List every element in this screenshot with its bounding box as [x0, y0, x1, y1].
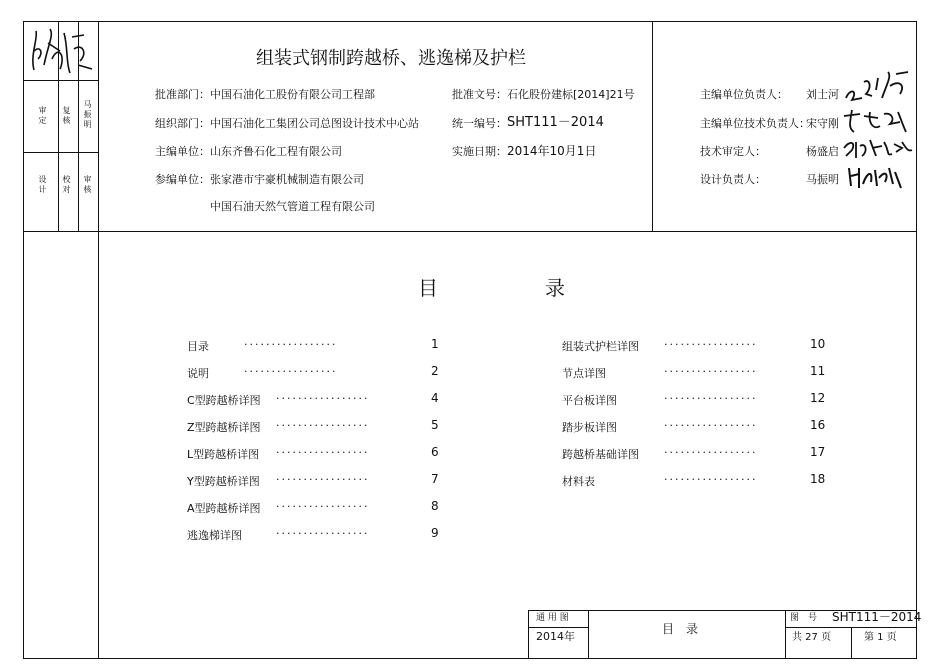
side-strip-hline-3 [23, 231, 98, 232]
approval-doc-value: 石化股份建标[2014]21号 [507, 88, 635, 101]
signature-chief-leader [842, 68, 914, 108]
toc-leader-dots: ················· [664, 473, 758, 486]
sheet-title: 目 录 [662, 622, 699, 636]
year-value: 2014年 [536, 630, 575, 643]
toc-item-page[interactable]: 5 [431, 418, 439, 432]
applicable-label: 通 用 图 [536, 613, 569, 623]
title-block-mid-line-left [528, 627, 588, 628]
toc-item-page[interactable]: 17 [810, 445, 826, 459]
toc-item-label[interactable]: 组装式护栏详图 [562, 340, 639, 353]
toc-item-page[interactable]: 10 [810, 337, 826, 351]
toc-item-page[interactable]: 18 [810, 472, 826, 486]
chief-unit-value: 山东齐鲁石化工程有限公司 [210, 145, 342, 158]
toc-leader-dots: ················· [244, 365, 338, 378]
signature-tech-leader [840, 106, 910, 136]
toc-item-label[interactable]: C型跨越桥详图 [187, 394, 261, 407]
page-number: 第 1 页 [864, 632, 897, 643]
toc-leader-dots: ················· [244, 338, 338, 351]
toc-item-page[interactable]: 6 [431, 445, 439, 459]
toc-title-right: 录 [545, 276, 565, 300]
toc-item-page[interactable]: 9 [431, 526, 439, 540]
page-title: 组装式钢制跨越桥、逃逸梯及护栏 [256, 48, 526, 69]
title-block-divider-1 [528, 610, 529, 659]
toc-leader-dots: ················· [276, 419, 370, 432]
toc-item-page[interactable]: 8 [431, 499, 439, 513]
toc-leader-dots: ················· [276, 527, 370, 540]
toc-leader-dots: ················· [276, 473, 370, 486]
side-label-review: 审定 [38, 106, 47, 126]
participating-unit-value-2: 中国石油天然气管道工程有限公司 [210, 200, 375, 213]
toc-leader-dots: ················· [664, 446, 758, 459]
toc-item-label[interactable]: Z型跨越桥详图 [187, 421, 261, 434]
side-label-name: 马振明 [83, 100, 92, 130]
participating-unit-label: 参编单位： [155, 173, 210, 186]
design-leader-label: 设计负责人： [700, 173, 766, 186]
toc-item-label[interactable]: 逃逸梯详图 [187, 529, 242, 542]
toc-item-label[interactable]: 平台板详图 [562, 394, 617, 407]
signature-design-leader [845, 162, 905, 192]
title-block-divider-2 [588, 610, 589, 659]
effective-date-value: 2014年10月1日 [507, 144, 597, 158]
toc-leader-dots: ················· [664, 419, 758, 432]
toc-item-label[interactable]: 目录 [187, 340, 209, 353]
toc-item-label[interactable]: L型跨越桥详图 [187, 448, 260, 461]
side-label-audit: 审核 [83, 175, 92, 195]
toc-item-page[interactable]: 2 [431, 364, 439, 378]
toc-item-label[interactable]: A型跨越桥详图 [187, 502, 261, 515]
toc-item-label[interactable]: Y型跨越桥详图 [187, 475, 260, 488]
toc-item-page[interactable]: 16 [810, 418, 826, 432]
toc-leader-dots: ················· [664, 392, 758, 405]
header-right-divider [652, 21, 653, 231]
toc-item-label[interactable]: 材料表 [562, 475, 595, 488]
header-bottom-line [98, 231, 917, 232]
approval-dept-value: 中国石油化工股份有限公司工程部 [210, 88, 375, 101]
side-strip-hline-1 [23, 80, 98, 81]
toc-item-page[interactable]: 12 [810, 391, 826, 405]
organizing-dept-label: 组织部门： [155, 117, 210, 130]
participating-unit-value-1: 张家港市宇豪机械制造有限公司 [210, 173, 364, 186]
toc-leader-dots: ················· [664, 338, 758, 351]
tech-leader-label: 主编单位技术负责人： [700, 117, 810, 130]
toc-item-page[interactable]: 7 [431, 472, 439, 486]
chief-unit-label: 主编单位： [155, 145, 210, 158]
approval-dept-label: 批准部门： [155, 88, 210, 101]
side-label-proofread: 校对 [62, 175, 71, 195]
tech-reviewer-label: 技术审定人： [700, 145, 766, 158]
toc-item-page[interactable]: 4 [431, 391, 439, 405]
toc-item-page[interactable]: 1 [431, 337, 439, 351]
signature-tech-reviewer [842, 134, 914, 162]
toc-item-label[interactable]: 踏步板详图 [562, 421, 617, 434]
figure-no-label: 图 号 [790, 613, 818, 623]
side-label-check: 复核 [62, 106, 71, 126]
tech-reviewer-name: 杨盛启 [806, 145, 839, 158]
toc-item-page[interactable]: 11 [810, 364, 826, 378]
toc-leader-dots: ················· [276, 500, 370, 513]
toc-item-label[interactable]: 跨越桥基础详图 [562, 448, 639, 461]
unified-no-value: SHT111－2014 [507, 115, 604, 130]
effective-date-label: 实施日期： [452, 145, 507, 158]
toc-item-label[interactable]: 节点详图 [562, 367, 606, 380]
chief-leader-label: 主编单位负责人： [700, 88, 788, 101]
toc-leader-dots: ················· [276, 446, 370, 459]
side-label-design: 设计 [38, 175, 47, 195]
side-strip-hline-2 [23, 152, 98, 153]
tech-leader-name: 宋守刚 [806, 117, 839, 130]
total-pages: 共 27 页 [792, 632, 832, 643]
toc-leader-dots: ················· [664, 365, 758, 378]
organizing-dept-value: 中国石油化工集团公司总图设计技术中心站 [210, 117, 419, 130]
toc-leader-dots: ················· [276, 392, 370, 405]
signature-top-strip [26, 25, 96, 77]
approval-doc-label: 批准文号： [452, 88, 507, 101]
title-block-divider-3 [785, 610, 786, 659]
toc-title-left: 目 [418, 276, 438, 300]
title-block-divider-4 [851, 627, 852, 659]
chief-leader-name: 刘士河 [806, 88, 839, 101]
design-leader-name: 马振明 [806, 173, 839, 186]
toc-item-label[interactable]: 说明 [187, 367, 209, 380]
figure-no-value: SHT111－2014 [832, 610, 922, 624]
side-strip-divider-3 [98, 21, 99, 659]
unified-no-label: 统一编号： [452, 117, 507, 130]
